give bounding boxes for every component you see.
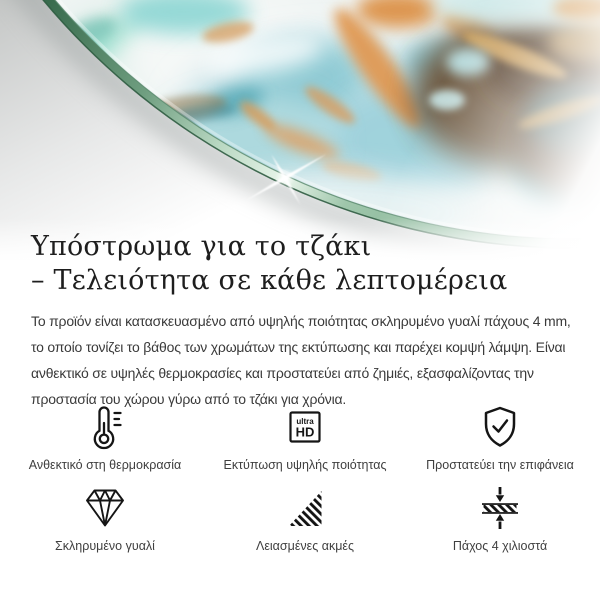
feature-tempered-glass: [0, 485, 210, 554]
feature-label: Εκτύπωση υψηλής ποιότητας: [223, 458, 387, 472]
ultra-label: ultra: [296, 417, 314, 426]
feature-label: Πάχος 4 χιλιοστά: [452, 539, 548, 553]
description-line: Το προϊόν είναι κατασκευασμένο από υψηλής ποιότητας σκληρυμένο γυαλί πάχους 4 mm,: [31, 313, 571, 329]
polished-edges-icon: [281, 485, 329, 531]
feature-grid: [0, 404, 600, 554]
shield-check-icon: [476, 404, 524, 450]
ultra-hd-icon: [281, 404, 329, 450]
title-line-1: Υπόστρωμα για το τζάκι: [31, 231, 372, 262]
feature-label: Λειασμένες ακμές: [255, 539, 354, 553]
glass-panel-photo: [0, 0, 600, 260]
feature-polished-edges: [210, 485, 400, 554]
feature-surface-protection: [400, 404, 600, 473]
hd-label: HD: [295, 424, 315, 440]
product-description: [31, 308, 591, 412]
feature-label: Σκληρυμένο γυαλί: [55, 539, 155, 553]
feature-thickness: [400, 485, 600, 554]
description-line: προστασία του χώρου γύρω από το τζάκι για χρόνια.: [31, 391, 347, 407]
feature-print-quality: [210, 404, 400, 473]
product-image: [0, 0, 600, 260]
description-line: το οποίο τονίζει το βάθος των χρωμάτων της εκτύπωσης και παρέχει κομψή λάμψη. Είναι: [31, 339, 566, 355]
feature-temperature: [0, 404, 210, 473]
thermometer-icon: [81, 404, 129, 450]
page-title: [31, 230, 576, 298]
description-line: ανθεκτικό σε υψηλές θερμοκρασίες και προστατεύει από ζημιές, εξασφαλίζοντας την: [31, 365, 534, 381]
feature-label: Προστατεύει την επιφάνεια: [426, 458, 574, 472]
thickness-icon: [476, 485, 524, 531]
diamond-icon: [81, 485, 129, 531]
title-line-2: – Τελειότητα σε κάθε λεπτομέρεια: [31, 265, 508, 296]
feature-label: Ανθεκτικό στη θερμοκρασία: [28, 458, 182, 472]
